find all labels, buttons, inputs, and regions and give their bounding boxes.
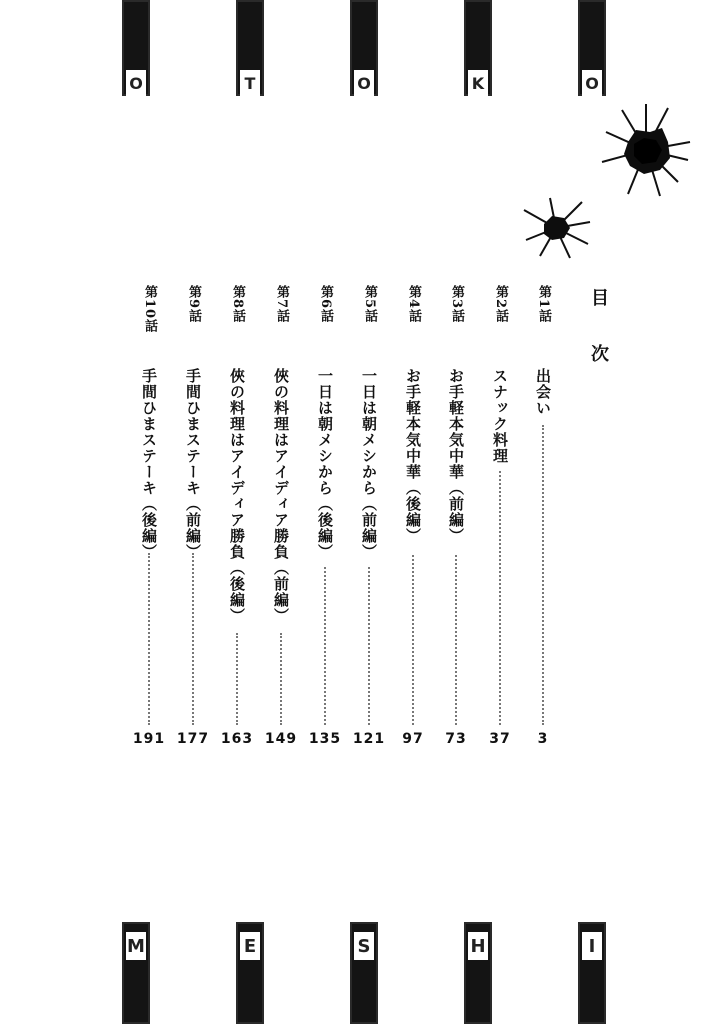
title-bar [236, 0, 264, 96]
bottom-title-bars [0, 922, 720, 1024]
page-number: 37 [489, 731, 511, 747]
toc-entry [134, 285, 164, 755]
chapter-number: 第6話 [318, 285, 333, 324]
chapter-number: 第5話 [362, 285, 377, 324]
title-bar [464, 0, 492, 96]
dotted-leader [542, 425, 544, 725]
title-bar [122, 922, 150, 1024]
chapter-number: 第9話 [186, 285, 201, 324]
toc-entry [354, 285, 384, 755]
toc-entry [222, 285, 252, 755]
dotted-leader [236, 633, 238, 725]
bullet-hole-icon [520, 196, 592, 260]
toc-entry [441, 285, 471, 755]
dotted-leader [324, 567, 326, 725]
title-letter: O [354, 70, 374, 96]
title-letter: K [468, 70, 488, 96]
bullet-hole-icon [598, 102, 694, 198]
top-title-bars [0, 0, 720, 98]
title-letter: E [240, 932, 260, 960]
chapter-title: 手間ひまステーキ（後編） [140, 368, 158, 560]
page-number: 3 [537, 731, 549, 747]
toc-entry [178, 285, 208, 755]
dotted-leader [192, 553, 194, 725]
chapter-number: 第1話 [536, 285, 551, 324]
title-letter: H [468, 932, 488, 960]
dotted-leader [455, 555, 457, 725]
chapter-number: 第4話 [406, 285, 421, 324]
page-number: 191 [132, 731, 166, 747]
chapter-number: 第10話 [142, 285, 157, 334]
page-number: 121 [352, 731, 386, 747]
page-number: 73 [445, 731, 467, 747]
dotted-leader [368, 567, 370, 725]
title-bar [122, 0, 150, 96]
title-bar [350, 922, 378, 1024]
title-letter: O [126, 70, 146, 96]
chapter-number: 第8話 [230, 285, 245, 324]
page-number: 163 [220, 731, 254, 747]
chapter-title: 一日は朝メシから（後編） [316, 368, 334, 560]
chapter-title: スナック料理 [491, 368, 509, 464]
title-bar [578, 0, 606, 96]
title-letter: T [240, 70, 260, 96]
page-number: 149 [264, 731, 298, 747]
dotted-leader [412, 555, 414, 725]
chapter-title: 一日は朝メシから（前編） [360, 368, 378, 560]
page-number: 135 [308, 731, 342, 747]
toc-entry [528, 285, 558, 755]
title-letter: S [354, 932, 374, 960]
chapter-title: 手間ひまステーキ（前編） [184, 368, 202, 560]
title-letter: O [582, 70, 602, 96]
chapter-number: 第7話 [274, 285, 289, 324]
dotted-leader [148, 553, 150, 725]
title-bar [236, 922, 264, 1024]
title-letter: M [126, 932, 146, 960]
title-letter: I [582, 932, 602, 960]
toc-heading: 目次 [588, 288, 609, 400]
title-bar [350, 0, 378, 96]
title-bar [578, 922, 606, 1024]
toc-entry [266, 285, 296, 755]
chapter-title: 俠の料理はアイディア勝負（前編） [272, 368, 290, 624]
toc-entry [485, 285, 515, 755]
chapter-number: 第3話 [449, 285, 464, 324]
chapter-title: 出会い [534, 368, 552, 416]
dotted-leader [280, 633, 282, 725]
title-bar [464, 922, 492, 1024]
chapter-title: 俠の料理はアイディア勝負（後編） [228, 368, 246, 624]
toc-entry [310, 285, 340, 755]
page-number: 177 [176, 731, 210, 747]
page-number: 97 [402, 731, 424, 747]
toc-entry [398, 285, 428, 755]
chapter-number: 第2話 [493, 285, 508, 324]
dotted-leader [499, 471, 501, 725]
chapter-title: お手軽本気中華（前編） [447, 368, 465, 544]
chapter-title: お手軽本気中華（後編） [404, 368, 422, 544]
